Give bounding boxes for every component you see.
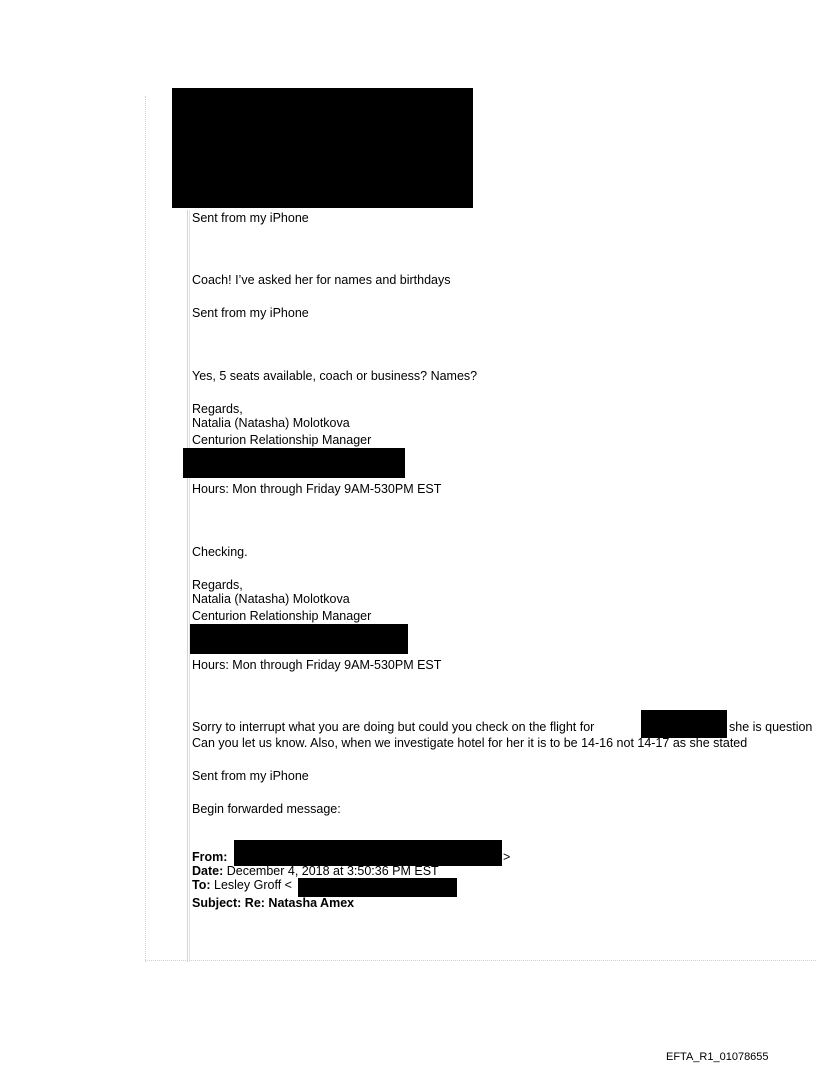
header-from-tail: > [503, 850, 511, 864]
header-date-label: Date: [192, 864, 224, 878]
signature-title: Centurion Relationship Manager [192, 433, 372, 447]
header-from-label: From: [192, 850, 228, 864]
signature-regards: Regards, [192, 578, 243, 592]
sent-from-iphone-2: Sent from my iPhone [192, 306, 309, 320]
thread-border-bottom [145, 960, 816, 961]
message-sorry-line2: Can you let us know. Also, when we investigate hotel for her it is to be 14-16 not 14-17 as she stated [192, 736, 748, 750]
message-sorry-text-a: Sorry to interrupt what you are doing but could you check on the flight for [192, 720, 595, 734]
header-date [192, 864, 439, 878]
message-sorry-line1 [192, 720, 594, 734]
quote-bar [187, 210, 188, 962]
header-to-label: To: [192, 878, 211, 892]
header-to-value: Lesley Groff < [214, 878, 292, 892]
signature-hours: Hours: Mon through Friday 9AM-530PM EST [192, 482, 442, 496]
header-to [192, 878, 292, 892]
sent-from-iphone-1: Sent from my iPhone [192, 211, 309, 225]
header-subject-value: Re: Natasha Amex [244, 896, 355, 910]
header-date-value: December 4, 2018 at 3:50:36 PM EST [226, 864, 439, 878]
signature-name: Natalia (Natasha) Molotkova [192, 416, 350, 430]
document-id: EFTA_R1_01078655 [666, 1051, 769, 1063]
signature-title: Centurion Relationship Manager [192, 609, 372, 623]
message-coach: Coach! I’ve asked her for names and birthdays [192, 273, 451, 287]
quote-bar-inner [189, 210, 190, 962]
redaction-to-address [298, 878, 457, 897]
sent-from-iphone-3: Sent from my iPhone [192, 769, 309, 783]
signature-regards: Regards, [192, 402, 243, 416]
redaction-name-inline [641, 710, 727, 738]
message-seats: Yes, 5 seats available, coach or business? Names? [192, 369, 478, 383]
message-checking: Checking. [192, 545, 248, 559]
header-subject-label: Subject: [192, 896, 242, 910]
thread-border-left [145, 96, 146, 962]
signature-name: Natalia (Natasha) Molotkova [192, 592, 350, 606]
redaction-signature-1 [183, 448, 405, 478]
begin-forwarded-message: Begin forwarded message: [192, 802, 341, 816]
redaction-from-address [234, 840, 502, 866]
signature-hours: Hours: Mon through Friday 9AM-530PM EST [192, 658, 442, 672]
header-from [192, 850, 227, 864]
header-subject [192, 896, 354, 910]
redaction-block-top [172, 88, 473, 208]
message-sorry-text-b: she is question [729, 720, 813, 734]
redaction-signature-2 [190, 624, 408, 654]
